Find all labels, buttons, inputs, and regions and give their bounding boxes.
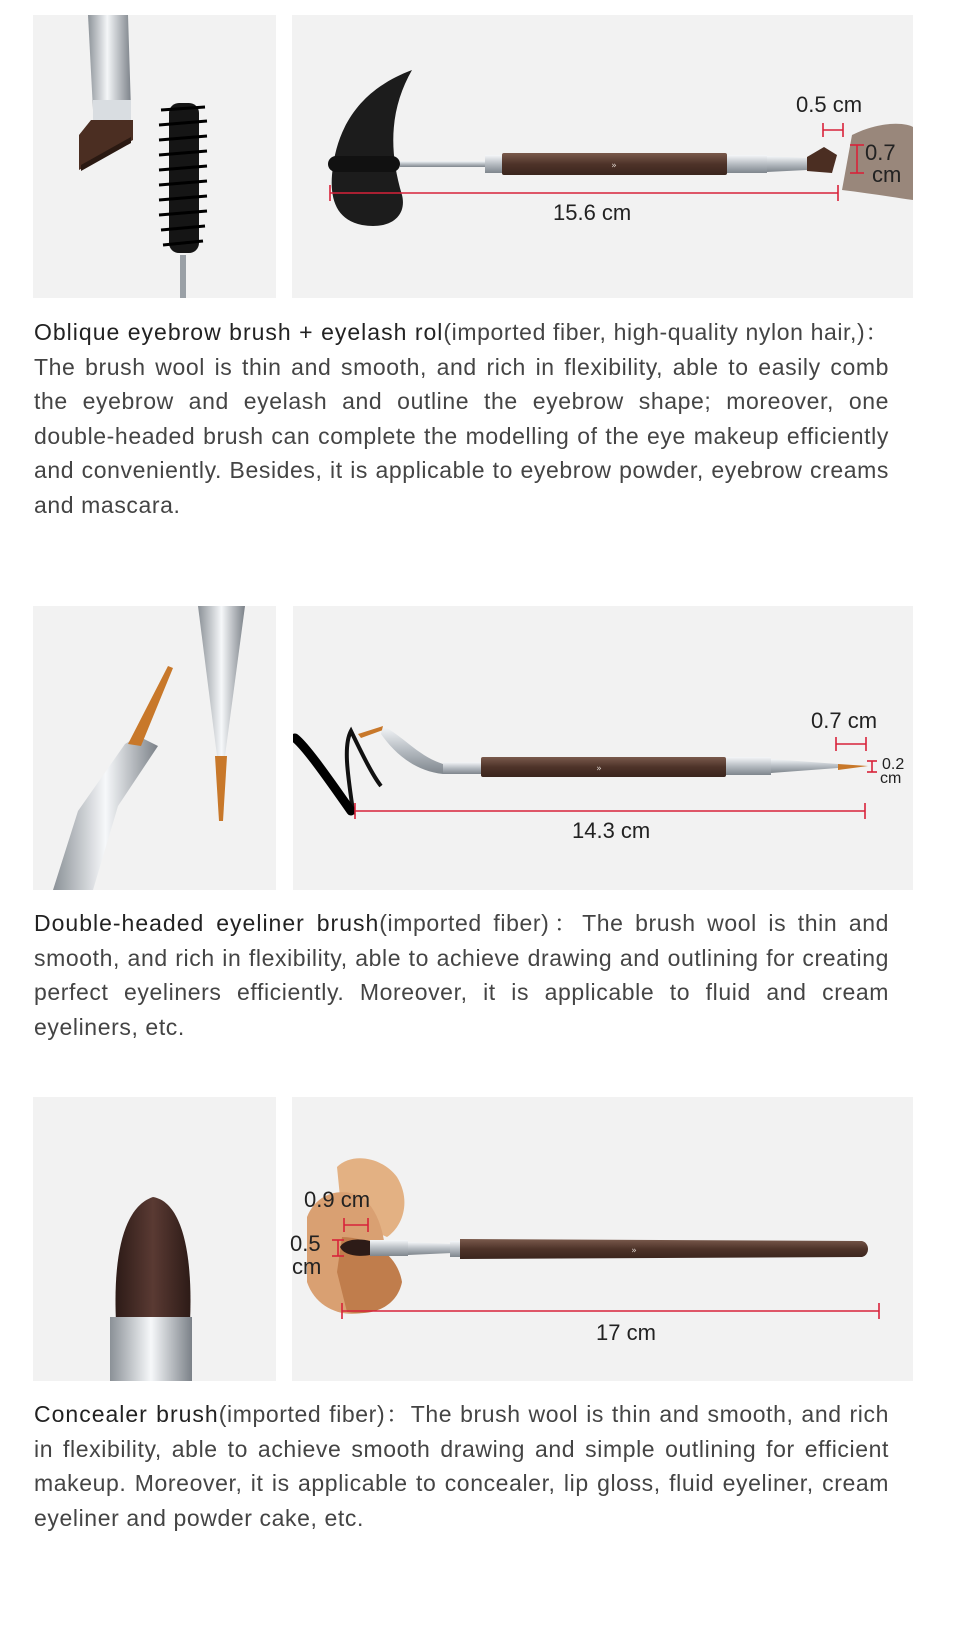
length-label: 14.3 cm	[572, 818, 651, 843]
concealer-closeup-photo	[33, 1097, 276, 1381]
tip-width-dimension-line	[836, 737, 866, 751]
length-dimension-line	[330, 185, 838, 201]
tip-height-label: 0.7	[865, 140, 896, 165]
length-label: 15.6 cm	[553, 200, 632, 225]
product-description	[34, 1397, 889, 1535]
product-detail: (imported fiber)：The brush wool is thin and smooth, and rich in flexibility, able to achieve smooth drawing and simple outlining for efficient makeup. Moreover, it is applicable to concealer, lip gloss, fluid eyeliner, cream eyeliner and powder cake, etc.	[34, 1401, 890, 1531]
tip-height-unit-label: cm	[880, 770, 902, 787]
product-description	[34, 906, 889, 1044]
tip-height-dimension-line	[867, 761, 877, 772]
product-name: Double-headed eyeliner brush	[34, 910, 380, 936]
tip-height-label: 0.2	[882, 756, 905, 773]
tip-width-label: 0.9 cm	[304, 1187, 371, 1212]
tip-height-unit-label: cm	[292, 1254, 322, 1279]
svg-text:»: »	[611, 161, 617, 171]
product-detail: (imported fiber)：The brush wool is thin and smooth, and rich in flexibility, able to achieve drawing and outlining for creating perfect eyeliners efficiently. Moreover, it is applicable to fluid and cream eyeliners, etc.	[34, 910, 889, 1040]
tip-width-label: 0.7 cm	[811, 708, 878, 733]
eyebrow-closeup-photo	[33, 15, 276, 298]
product-detail: (imported fiber, high-quality nylon hair,)：The brush wool is thin and smooth, and rich in flexibility, able to easily comb the eyebrow and eyelash and outline the eyebrow shape; moreover, one double-headed brush can complete the modelling of the eye makeup efficiently and conveniently. Besides, it is applicable to eyebrow powder, eyebrow creams and mascara.	[34, 319, 889, 518]
eyeliner-brush-dimension-photo	[293, 606, 913, 890]
tip-width-dimension-line	[823, 123, 843, 137]
product-name: Oblique eyebrow brush + eyelash rol	[34, 319, 444, 345]
length-label: 17 cm	[596, 1320, 656, 1345]
length-dimension-line	[355, 803, 865, 819]
tip-height-label: 0.5	[290, 1231, 321, 1256]
svg-text:»: »	[596, 764, 602, 774]
tip-width-label: 0.5 cm	[796, 92, 863, 117]
eyebrow-brush-dimension-photo	[292, 15, 913, 298]
product-name: Concealer brush	[34, 1401, 219, 1427]
svg-text:»: »	[631, 1246, 637, 1256]
product-description	[34, 315, 889, 522]
tip-height-unit-label: cm	[872, 162, 902, 187]
length-dimension-line	[342, 1303, 879, 1319]
eyeliner-closeup-photo	[33, 606, 276, 890]
